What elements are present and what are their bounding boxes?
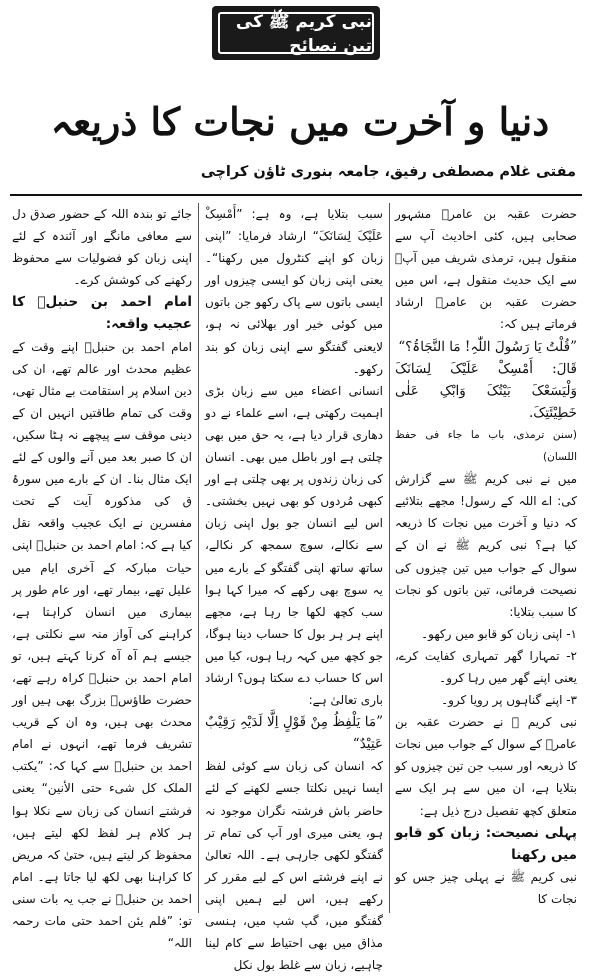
paragraph: حضرت عقبہ بن عامرؓ مشہور صحابی ہیں، کئی احادیث آپ سے منقول ہیں، ترمذی شریف میں آپؓ سے ایک حدیث منقول ہے، اس میں حضرت عقبہ بن عامرؓ ارشاد فرماتے ہیں کہ:: [395, 207, 577, 332]
paragraph: امام احمد بن حنبلؒ اپنے وقت کے عظیم محدث اور عالم تھے، ان کی دین اسلام پر استقامت بے مثال تھی، وقت کی تمام طاقتیں انہیں ان کے دینی موقف سے پیچھے نہ ہٹا سکیں، ان کا صبر بعد میں آنے والوں کے لئے ایک مثال بنا۔ ان کے بارے میں سورۂ ق کی مذکورہ آیت کے تحت مفسرین نے ایک عجیب واقعہ نقل کیا ہے کہ: امام احمد بن حنبلؒ اپنی حیات مبارکہ کے آخری ایام میں علیل تھے، بیمار تھے، اور عام طور پر بیماری میں انسان کراہتا ہے، کراہنے کی آواز منہ سے نکلتی ہے، جیسے ہم آہ آہ کرنا کہتے ہیں، تو امام احمد بن حنبلؒ کراہ رہے تھے، حضرت طاؤسؒ بزرگ بھی ہیں اور محدث بھی ہیں، وہ ان کے قریب تشریف فرما تھے، انہوں نے امام احمد بن حنبلؒ سے کہا کہ: ”یکتب الملک کل شیء حتی الأنین“ یعنی فرشتے انسان کی زبان سے نکلا ہوا ہر کلام ہر لفظ لکھ لیتے ہیں، محفوظ کر لیتے ہیں، حتیٰ کہ مریض کا کراہنا بھی لکھ لیا جاتا ہے۔ امام احمد بن حنبلؒ نے جب یہ بات سنی تو: ”فلم یئن احمد حتی مات رحمہ اللہ“: [12, 339, 192, 951]
text-column-right: [395, 203, 577, 915]
section-subhead: امام احمد بن حنبلؒ کا عجیب واقعہ:: [12, 294, 192, 333]
article-headline: دنیا و آخرت میں نجات کا ذریعہ: [50, 98, 550, 144]
section-subhead: پہلی نصیحت: زبان کو قابو میں رکھنا: [395, 824, 577, 863]
paragraph: نبی کریم ﷺ نے حضرت عقبہ بن عامرؓ کے سوال کے جواب میں نجات کا ذریعہ اور سبب جن تین چیزوں کو بتلایا ہے، ان میں سے ہر ایک سے متعلق کچھ تفصیل درج ذیل ہے:: [395, 715, 577, 818]
paragraph: جائے تو بندہ اللہ کے حضور صدق دل سے معافی مانگے اور آئندہ کے لئے اپنی زبان کو فضولیات سے محفوظ رکھنے کی کوشش کرے۔: [12, 207, 192, 288]
paragraph: نبی کریم ﷺ نے پہلی چیز جس کو نجات کا: [395, 869, 577, 906]
column-divider: [389, 203, 390, 913]
quran-verse: ”مَا یَلْفِظُ مِنْ قَوْلٍ اِلَّا لَدَیْہِ رَقِیْبٌ عَتِیْدٌ“: [205, 714, 383, 753]
list-item: ۲- تمہارا گھر تمہاری کفایت کرے، یعنی اپنے گھر میں رہا کرو۔: [395, 648, 577, 685]
hadith-reference: (سنن ترمذی، باب ما جاء فی حفظ اللسان): [395, 428, 577, 464]
header-rule: [10, 194, 582, 196]
list-item: ۱- اپنی زبان کو قابو میں رکھو۔: [421, 626, 577, 641]
paragraph: سبب بتلایا ہے، وہ ہے: ”أَمْسِکْ عَلَیْکَ لِسَانَکَ“ ارشاد فرمایا: ”اپنی زبان کو اپنے کنٹرول میں رکھنا“۔ یعنی اپنی زبان کو ایسی چیزوں اور ایسی باتوں سے پاک رکھو جن باتوں میں کوئی خیر اور بھلائی نہ ہو، لایعنی گفتگو سے اپنی زبان کو بند رکھو۔: [205, 207, 383, 376]
column-divider: [198, 203, 199, 913]
text-column-left: [12, 203, 192, 951]
paragraph: کہ انسان کی زبان سے کوئی لفظ ایسا نہیں نکلتا جسے لکھنے کے لئے حاضر باش فرشتہ نگران موجود نہ ہو، یعنی میری اور آپ کی تمام تر گفتگو لکھی جارہی ہے۔ اللہ تعالیٰ نے اپنے فرشتے اس کے لیے مقرر کر رکھے ہیں، اس لیے ہمیں اپنی گفتگو میں، گپ شپ میں، ہنسی مذاق میں بھی احتیاط سے کام لینا چاہیے، زبان سے غلط بول نکل: [205, 759, 383, 973]
paragraph: انسانی اعضاء میں سے زبان بڑی اہمیت رکھتی ہے، اسے علماء نے دو دھاری قرار دیا ہے، یہ حق میں بھی چلتی ہے اور باطل میں بھی۔ انسان کی زبان زندوں پر بھی چلتی ہے اور کبھی مُردوں کو بھی نہیں بخشتی۔ اس لیے انسان جو بول اپنی زبان سے نکالے، سوچ سمجھ کر نکالے، ساتھ ساتھ اپنی گفتگو کے بارے میں یہ سوچ بھی رکھے کہ میرا کہا ہوا سب کچھ لکھا جا رہا ہے، مجھے اپنے ہر ہر بول کا حساب دینا ہوگا، جو کچھ میں کہہ رہا ہوں، کیا میں اس کا حساب دے سکتا ہوں؟ ارشاد باری تعالیٰ ہے:: [205, 383, 383, 708]
arabic-quote: قَالَ: أَمْسِکْ عَلَیْکَ لِسَانَکَ وَلْیَسَعْکَ بَیْتُکَ وَابْکِ عَلٰی خَطِیْئَتِکَ.: [395, 360, 577, 421]
banner-text: نبی کریم ﷺ کی تین نصائح: [218, 12, 374, 54]
arabic-quote: ”قُلْتُ یَا رَسُولَ اللّٰہِ! مَا النَّجَاۃُ؟“: [398, 338, 577, 355]
list-item: ۳- اپنے گناہوں پر رویا کرو۔: [441, 693, 577, 708]
title-banner: [212, 6, 380, 60]
text-column-middle: [205, 203, 383, 973]
author-byline: مفتی غلام مصطفی رفیق، جامعہ بنوری ٹاؤن کراچی: [200, 164, 576, 180]
paragraph: میں نے نبی کریم ﷺ سے گزارش کی: اے اللہ کے رسول! مجھے بتلائیے کہ دنیا و آخرت میں نجات کا ذریعہ کیا ہے؟ نبی کریم ﷺ نے ان کے سوال کے جواب میں تین چیزوں کی نصیحت فرمائی، تین باتوں کو نجات کا سبب بتلایا:: [395, 472, 577, 619]
